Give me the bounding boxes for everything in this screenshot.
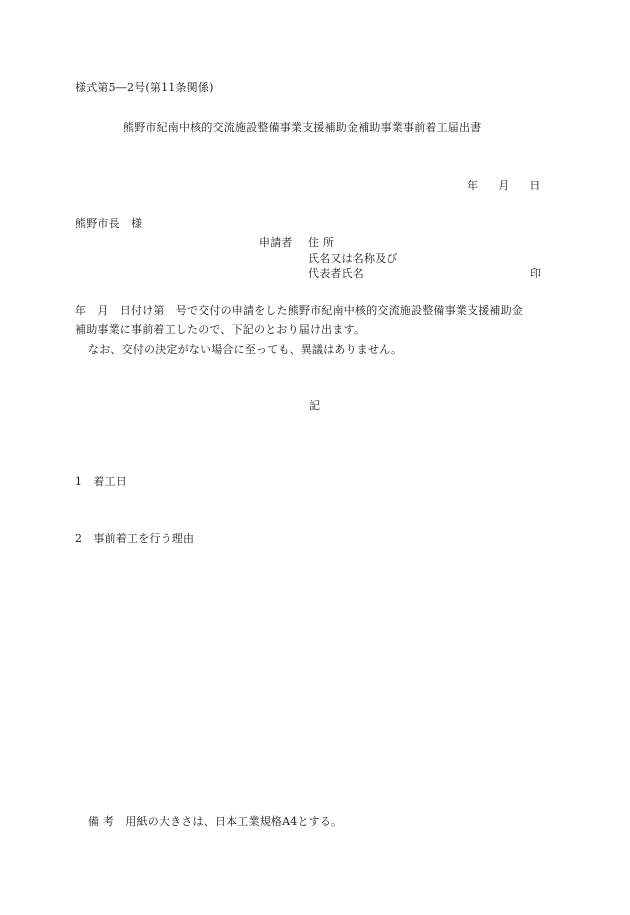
item-reason: 2 事前着工を行う理由 xyxy=(75,532,195,545)
form-number: 様式第5―2号(第11条関係) xyxy=(75,81,214,94)
applicant-label: 申請者 xyxy=(259,236,293,249)
body-text-line-1: 年 月 日付け第 号で交付の申請をした熊野市紀南中核的交流施設整備事業支援補助金 xyxy=(75,304,523,317)
name-label-line-1: 氏名又は名称及び xyxy=(308,252,398,265)
date-year: 年 xyxy=(467,179,479,192)
item-start-date: 1 着工日 xyxy=(75,475,127,488)
date-line xyxy=(467,180,541,191)
seal-mark: 印 xyxy=(530,267,542,280)
addressee: 熊野市長 様 xyxy=(75,217,143,230)
date-day: 日 xyxy=(529,179,541,192)
date-month: 月 xyxy=(498,179,510,192)
body-text-line-2: 補助事業に事前着工したので、下記のとおり届け出ます。 xyxy=(75,323,366,336)
address-label: 住 所 xyxy=(308,236,335,249)
body-text-line-3: なお、交付の決定がない場合に至っても、異議はありません。 xyxy=(88,343,403,356)
document-title: 熊野市紀南中核的交流施設整備事業支援補助金補助事業事前着工届出書 xyxy=(123,121,482,134)
ki-heading: 記 xyxy=(309,399,321,412)
representative-name-label: 代表者氏名 xyxy=(308,267,364,280)
remarks-note: 備 考 用紙の大きさは、日本工業規格A4とする。 xyxy=(88,815,343,828)
